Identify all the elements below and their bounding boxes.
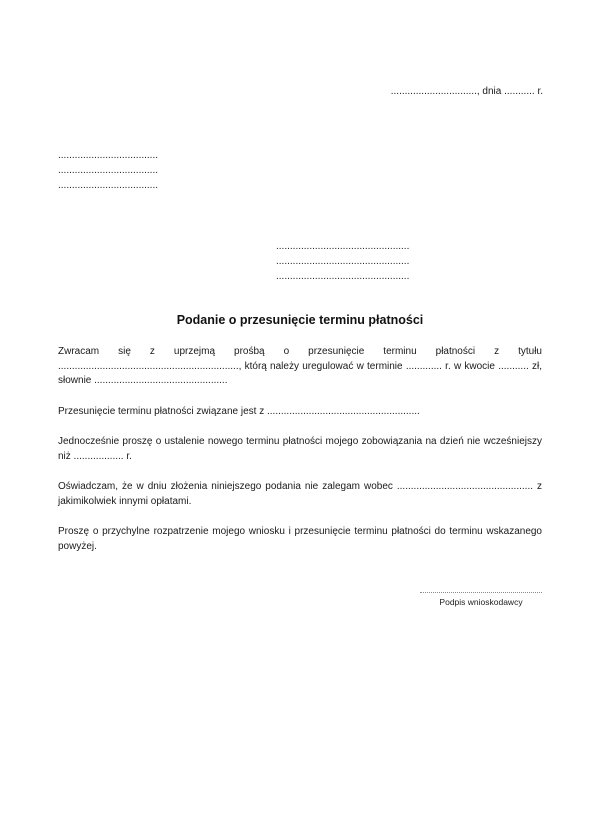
recipient-line-2: ................................................ [276, 256, 410, 267]
signature-label: Podpis wnioskodawcy [439, 597, 523, 607]
sender-line-3: .................................... [58, 180, 159, 191]
paragraph-declaration: Oświadczam, że w dniu złożenia niniejszego podania nie zalegam wobec ................................................. z jakimikolwiek innymi opłatami. [58, 481, 542, 507]
signature-area [420, 592, 542, 607]
paragraph-reason: Przesunięcie terminu płatności związane jest z ....................................................... [58, 405, 420, 417]
document-title: Podanie o przesunięcie terminu płatności [176, 313, 424, 327]
recipient-line-1: ................................................ [276, 241, 410, 252]
sender-block [58, 148, 158, 193]
paragraph-closing: Proszę o przychylne rozpatrzenie mojego wniosku i przesunięcie terminu płatności do terminu wskazanego powyżej. [58, 526, 542, 552]
paragraph-new-date: Jednocześnie proszę o ustalenie nowego terminu płatności mojego zobowiązania na dzień nie wcześniejszy niż .................. r. [58, 436, 542, 462]
place-date-line: ..............................., dnia ........... r. [390, 86, 543, 97]
sender-line-2: .................................... [58, 165, 159, 176]
document-body [58, 345, 542, 554]
paragraph-request: Zwracam się z uprzejmą prośbą o przesunięcie terminu płatności z tytułu ................................................................., którą należy uregulować w terminie ............. r. w kwocie ........... zł, słownie ................................................ [58, 346, 542, 386]
recipient-block [276, 239, 409, 284]
recipient-line-3: ................................................ [276, 271, 410, 282]
sender-line-1: .................................... [58, 150, 159, 161]
signature-line [420, 592, 542, 593]
